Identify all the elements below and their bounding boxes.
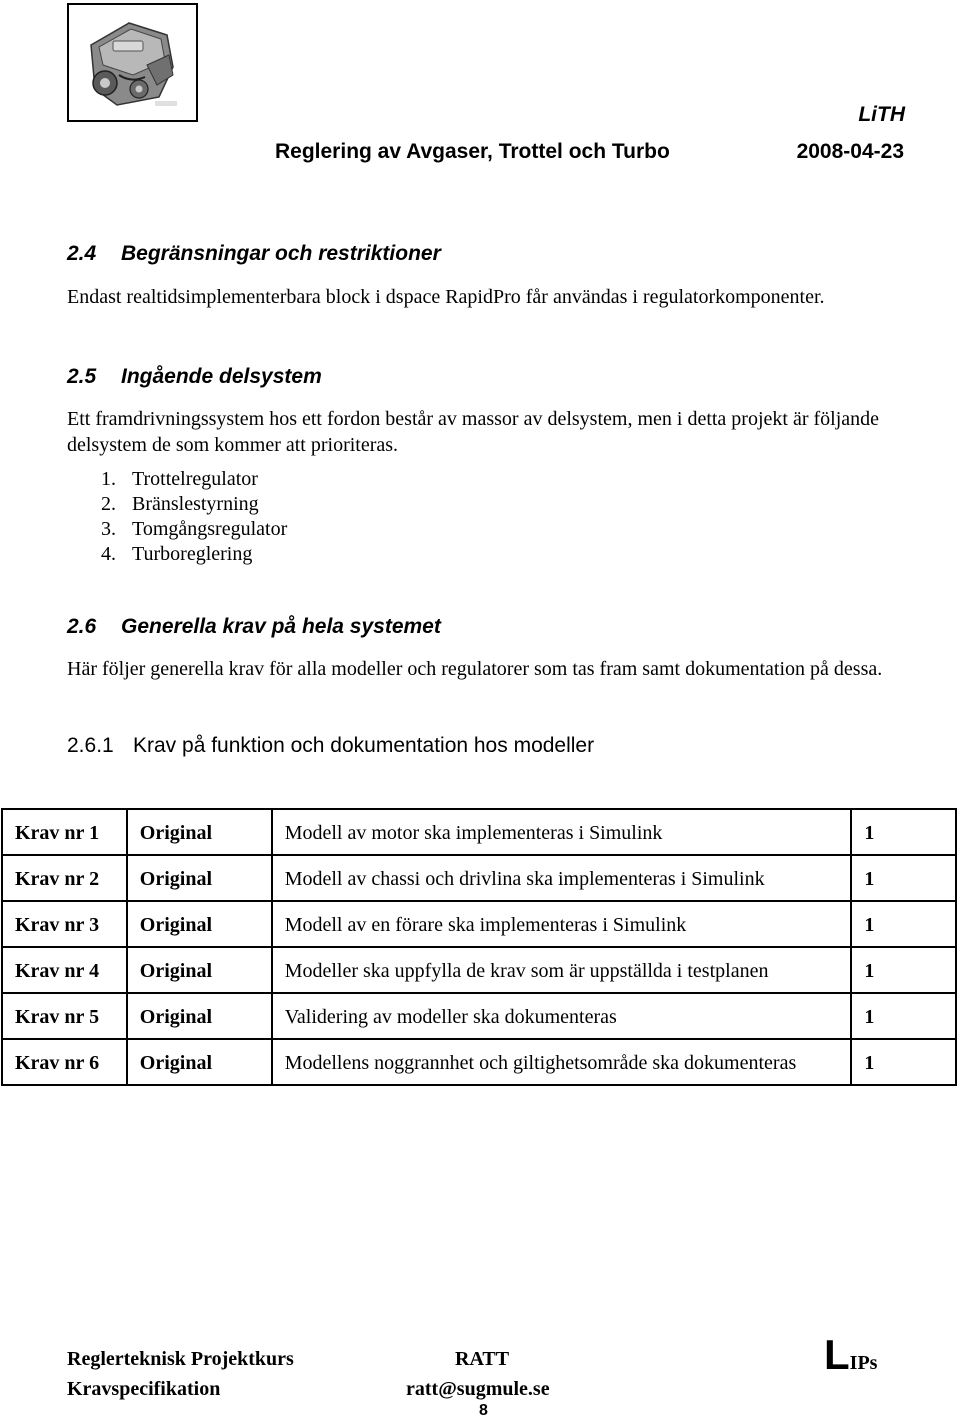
requirement-type: Original [127,947,272,993]
list-item: 1. Trottelregulator [101,468,258,490]
footer-course: Reglerteknisk Projektkurs [67,1348,294,1370]
requirement-priority: 1 [851,947,956,993]
footer-doc-type: Kravspecifikation [67,1378,221,1400]
lips-big-letter: L [824,1331,850,1378]
requirement-description: Modell av en förare ska implementeras i Simulink [272,901,852,947]
requirement-description: Validering av modeller ska dokumenteras [272,993,852,1039]
section-title: Generella krav på hela systemet [121,615,441,638]
requirements-table [1,808,957,1086]
footer-email: ratt@sugmule.se [406,1378,550,1400]
footer-group: RATT [455,1348,510,1370]
section-body-2-4: Endast realtidsimplementerbara block i dspace RapidPro får användas i regulatorkomponenter. [67,286,825,308]
requirement-description: Modellens noggrannhet och giltighetsområde ska dokumenteras [272,1039,852,1085]
requirement-description: Modell av chassi och drivlina ska implementeras i Simulink [272,855,852,901]
table-row [2,809,956,855]
requirement-type: Original [127,993,272,1039]
requirement-type: Original [127,901,272,947]
table-row [2,901,956,947]
subsystem-list [101,467,287,567]
section-heading-2-4 [67,242,441,266]
table-row [2,855,956,901]
requirement-priority: 1 [851,1039,956,1085]
page-number: 8 [479,1402,488,1419]
requirement-description: Modell av motor ska implementeras i Simulink [272,809,852,855]
section-number: 2.6 [67,615,97,638]
org-name: LiTH [858,103,905,126]
requirement-priority: 1 [851,855,956,901]
table-row [2,993,956,1039]
requirement-id: Krav nr 3 [2,901,127,947]
list-item: 4. Turboreglering [101,543,253,565]
section-title: Ingående delsystem [121,365,322,388]
requirement-id: Krav nr 4 [2,947,127,993]
section-number: 2.6.1 [67,734,114,757]
requirement-priority: 1 [851,993,956,1039]
subsection-heading-2-6-1 [67,734,594,758]
engine-photo-icon [69,5,196,120]
section-heading-2-5 [67,365,322,389]
document-date: 2008-04-23 [796,140,904,163]
section-heading-2-6 [67,615,441,639]
requirement-type: Original [127,809,272,855]
requirement-priority: 1 [851,809,956,855]
table-row [2,947,956,993]
list-item: 3. Tomgångsregulator [101,518,288,540]
requirement-id: Krav nr 2 [2,855,127,901]
requirement-id: Krav nr 1 [2,809,127,855]
footer-lips [824,1331,878,1378]
section-body-2-5: Ett framdrivningssystem hos ett fordon består av massor av delsystem, men i detta projekt är följande delsystem de som kommer att prioriteras. [67,408,880,456]
section-number: 2.4 [67,242,97,265]
engine-logo [67,3,198,122]
section-title: Krav på funktion och dokumentation hos modeller [133,734,595,757]
list-item: 2. Bränslestyrning [101,493,259,515]
requirement-type: Original [127,855,272,901]
requirement-id: Krav nr 6 [2,1039,127,1085]
requirement-priority: 1 [851,901,956,947]
requirement-id: Krav nr 5 [2,993,127,1039]
lips-rest: IPs [849,1352,878,1374]
document-title: Reglering av Avgaser, Trottel och Turbo [275,140,670,163]
requirement-description: Modeller ska uppfylla de krav som är uppställda i testplanen [272,947,852,993]
section-title: Begränsningar och restriktioner [121,242,441,265]
table-row [2,1039,956,1085]
section-body-2-6: Här följer generella krav för alla modeller och regulatorer som tas fram samt dokumentation på dessa. [67,658,883,680]
requirement-type: Original [127,1039,272,1085]
section-number: 2.5 [67,365,97,388]
